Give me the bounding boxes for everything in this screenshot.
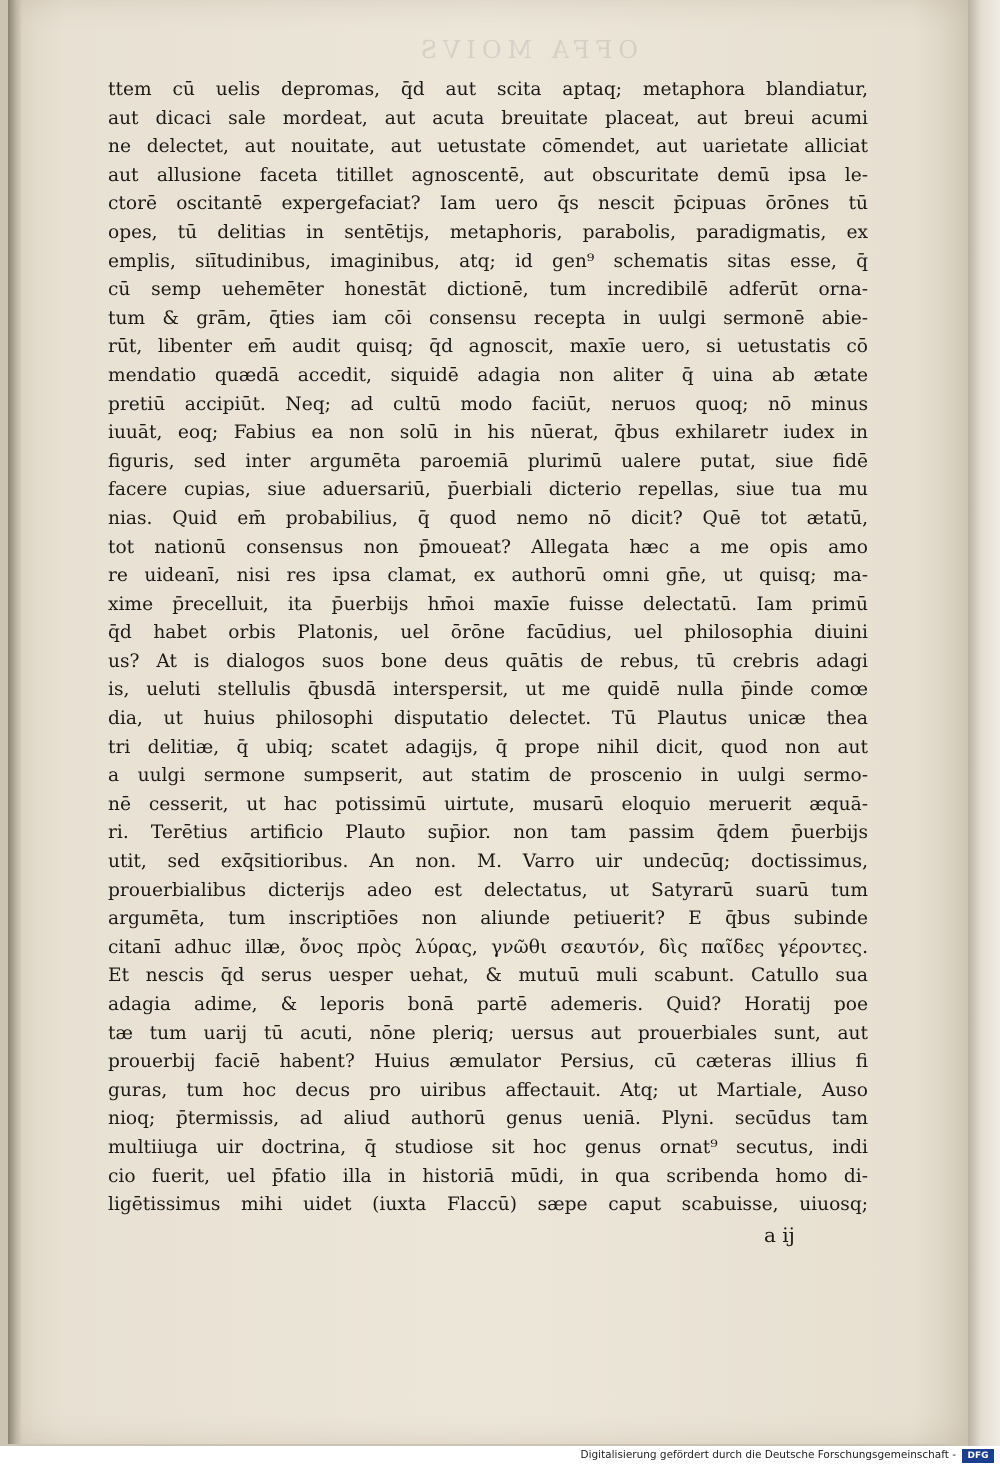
text-line: nias. Quid em̄ probabilius, q̄ quod nemo nō dicit? Quē tot ætatū,: [108, 507, 868, 529]
text-line: us? At is dialogos suos bone deus quātis de rebus, tū crebris adagi: [108, 650, 868, 672]
text-line: guras, tum hoc decus pro uiribus affectauit. Atq; ut Martiale, Auso: [108, 1079, 868, 1101]
text-line: rūt, libenter em̄ audit quisq; q̄d agnoscit, maxīe uero, si uetustatis cō: [108, 336, 868, 358]
text-line: ttem cū uelis depromas, q̄d aut scita aptaq; metaphora blandiatur,: [108, 79, 868, 100]
dfg-logo: DFG: [962, 1449, 994, 1463]
text-line: facere cupias, siue aduersariū, p̄uerbiali dicterio repellas, siue tua mu: [108, 479, 868, 501]
book-page: [8, 0, 970, 1444]
text-line: tot nationū consensus non p̄moueat? Allegata hæc a me opis amo: [108, 536, 868, 558]
text-line: figuris, sed inter argumēta paroemiā plurimū ualere putat, siue fidē: [108, 450, 868, 472]
text-line: is, ueluti stellulis q̄busdā interspersit, ut me quidē nulla p̄inde comœ: [108, 679, 868, 701]
text-line: tæ tum uarij tū acuti, nōne pleriq; uersus aut prouerbiales sunt, aut: [108, 1022, 868, 1044]
text-line: nē cesserit, ut hac potissimū uirtute, musarū eloquio meruerit æquā-: [108, 793, 868, 815]
text-line: multiiuga uir doctrina, q̄ studiose sit hoc genus ornat⁹ secutus, indi: [108, 1136, 868, 1158]
text-line: q̄d habet orbis Platonis, uel ōrōne facūdius, uel philosophia diuini: [108, 622, 868, 644]
funding-credit: Digitalisierung gefördert durch die Deutsche Forschungsgemeinschaft -: [580, 1449, 956, 1461]
text-line: ne delectet, aut nouitate, aut uetustate cōmendet, aut uarietate alliciat: [108, 136, 868, 158]
text-line: cū semp uehemēter honestāt dictionē, tum incredibilē adferūt orna-: [108, 279, 868, 301]
text-line: Et nescis q̄d serus uesper uehat, & mutuū muli scabunt. Catullo sua: [108, 965, 868, 987]
text-line: dia, ut huius philosophi disputatio delectet. Tū Plautus unicæ thea: [108, 708, 868, 730]
page-text-block: [108, 76, 868, 1220]
text-line: prouerbij faciē habent? Huius æmulator Persius, cū cæteras illius fi: [108, 1051, 868, 1073]
text-line: prouerbialibus dicterijs adeo est delectatus, ut Satyrarū suarū tum: [108, 879, 868, 901]
page-gutter-shadow: [8, 0, 22, 1444]
text-line: tum & grām, q̄ties iam cōi consensu recepta in uulgi sermonē abie-: [108, 307, 868, 329]
text-line: ctorē oscitantē expergefaciat? Iam uero q̄s nescit p̄cipuas ōrōnes tū: [108, 193, 868, 215]
text-line: re uideanī, nisi res ipsa clamat, ex authorū omni gn̄e, ut quisq; ma-: [108, 565, 868, 587]
text-line: argumēta, tum inscriptiōes non aliunde petiuerit? E q̄bus subinde: [108, 908, 868, 930]
text-line: aut dicaci sale mordeat, aut acuta breuitate placeat, aut breui acumi: [108, 107, 868, 129]
text-line: utit, sed exq̄sitioribus. An non. M. Varro uir undecūq; doctissimus,: [108, 851, 868, 873]
bleed-through-text: OFFA MOIVS: [414, 36, 638, 64]
text-line: ri. Terētius artificio Plauto sup̄ior. non tam passim q̄dem p̄uerbijs: [108, 822, 868, 844]
text-line: adagia adime, & leporis bonā partē ademeris. Quid? Horatij poe: [108, 994, 868, 1015]
text-line: emplis, siītudinibus, imaginibus, atq; id gen⁹ schematis sitas esse, q̄: [108, 250, 868, 272]
text-line: iuuāt, eoq; Fabius ea non solū in his nūerat, q̄bus exhilaretr iudex in: [108, 422, 868, 444]
text-line: mendatio quædā accedit, siquidē adagia non aliter q̄ uina ab ætate: [108, 364, 868, 386]
text-line: a uulgi sermone sumpserit, aut statim de proscenio in uulgi sermo-: [108, 765, 868, 787]
text-line: tri delitiæ, q̄ ubiq; scatet adagijs, q̄ prope nihil dicit, quod non aut: [108, 736, 868, 758]
text-line: cio fuerit, uel p̄fatio illa in historiā mūdi, in qua scribenda homo di-: [108, 1165, 868, 1187]
text-line: nioq; p̄termissis, ad aliud authorū genus ueniā. Plyni. secūdus tam: [108, 1108, 868, 1130]
text-line: ligētissimus mihi uidet (iuxta Flaccū) sæpe caput scabuisse, uiuosq;: [108, 1194, 868, 1216]
text-line: xime p̄recelluit, ita p̄uerbijs hm̄oi maxīe fuisse delectatū. Iam primū: [108, 593, 868, 615]
text-line: aut allusione faceta titillet agnoscentē, aut obscuritate demū ipsa le-: [108, 164, 868, 186]
next-page-edge: [968, 0, 1000, 1446]
digitization-footer: [0, 1446, 1000, 1466]
text-line: citanī adhuc illæ, ὄνος πρὸς λύρας, γνῶθι σεαυτόν, δὶς παῖδες γέροντες.: [108, 936, 868, 958]
text-line: pretiū accipiūt. Neq; ad cultū modo faciūt, neruos quoq; nō minus: [108, 393, 868, 415]
signature-mark: a ij: [764, 1223, 795, 1247]
text-line: opes, tū delitias in sentētijs, metaphoris, parabolis, paradigmatis, ex: [108, 221, 868, 243]
